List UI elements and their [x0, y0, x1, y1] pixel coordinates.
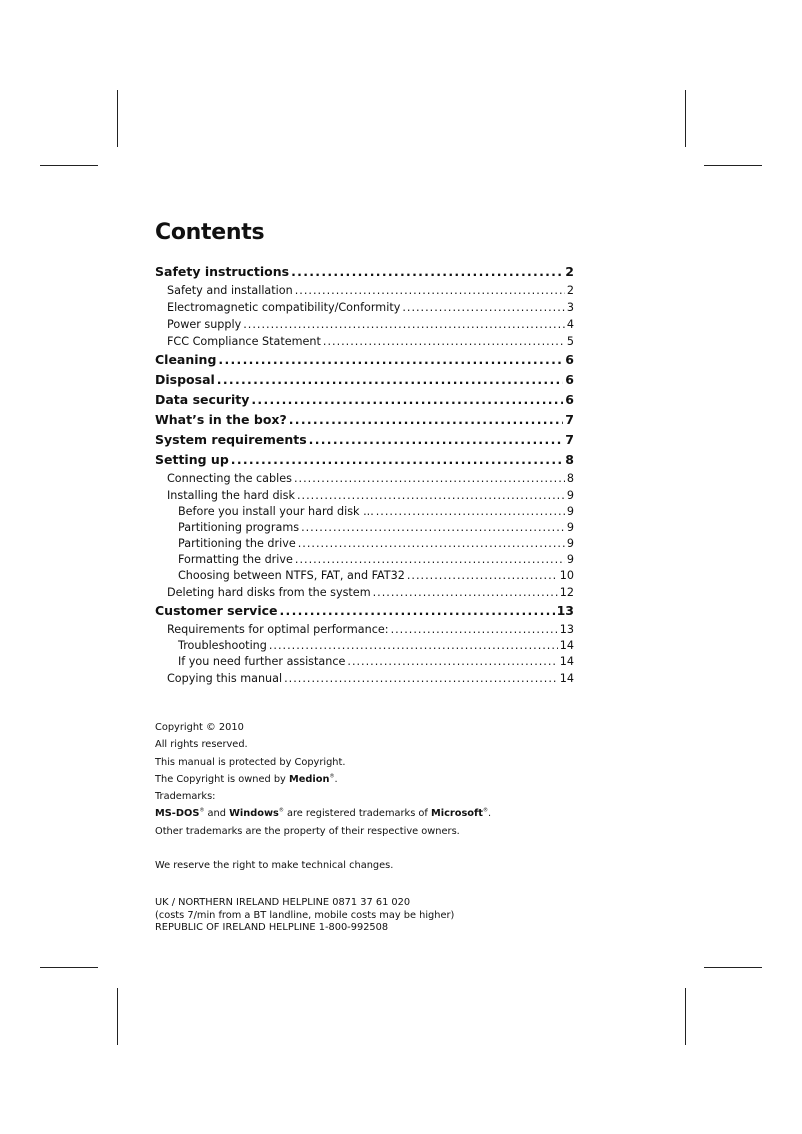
table-of-contents — [155, 262, 574, 687]
toc-entry-page: 13 — [556, 603, 574, 618]
helpline-block — [155, 897, 635, 935]
toc-leader-dots — [407, 568, 558, 584]
toc-leader-dots — [297, 487, 565, 504]
toc-entry[interactable] — [155, 333, 574, 350]
helpline-costs: (costs 7/min from a BT landline, mobile costs may be higher) — [155, 909, 455, 921]
toc-entry[interactable] — [155, 450, 574, 470]
toc-entry-page: 10 — [559, 569, 574, 582]
toc-entry-label: Power supply — [167, 318, 242, 331]
toc-entry-page: 7 — [565, 412, 574, 427]
toc-entry[interactable] — [155, 552, 574, 568]
toc-entry[interactable] — [155, 316, 574, 333]
uk-helpline: UK / NORTHERN IRELAND HELPLINE 0871 37 61 020 — [155, 897, 411, 908]
toc-entry-page: 14 — [559, 672, 574, 685]
crop-mark — [117, 988, 118, 1045]
toc-entry[interactable] — [155, 299, 574, 316]
page-title: Contents — [155, 220, 265, 245]
toc-entry-page: 14 — [559, 655, 574, 668]
toc-entry-label: Partitioning programs — [178, 521, 300, 534]
toc-leader-dots — [251, 390, 563, 410]
owner-suffix: . — [334, 773, 338, 785]
toc-entry-page: 13 — [559, 623, 574, 636]
toc-entry-label: Formatting the drive — [178, 553, 293, 566]
toc-entry[interactable] — [155, 504, 574, 520]
toc-entry-page: 4 — [566, 318, 574, 331]
crop-mark — [685, 988, 686, 1045]
crop-mark — [704, 165, 762, 166]
toc-entry-label: FCC Compliance Statement — [167, 335, 321, 348]
toc-entry[interactable] — [155, 601, 574, 621]
toc-entry-label: System requirements — [155, 432, 307, 447]
toc-leader-dots — [391, 621, 558, 638]
toc-entry[interactable] — [155, 520, 574, 536]
toc-entry[interactable] — [155, 390, 574, 410]
registered-mark: ® — [482, 808, 488, 815]
toc-leader-dots — [289, 410, 564, 430]
toc-entry-page: 9 — [566, 489, 574, 502]
rights-line: All rights reserved. — [155, 739, 248, 751]
toc-entry[interactable] — [155, 670, 574, 687]
owner-line — [155, 771, 635, 788]
toc-entry[interactable] — [155, 262, 574, 282]
toc-entry-label: Requirements for optimal performance: — [167, 623, 389, 636]
roi-helpline: REPUBLIC OF IRELAND HELPLINE 1-800-992508 — [155, 922, 389, 933]
crop-mark — [40, 165, 98, 166]
toc-entry-label: What’s in the box? — [155, 412, 287, 427]
toc-leader-dots — [218, 350, 563, 370]
toc-entry[interactable] — [155, 621, 574, 638]
toc-leader-dots — [309, 430, 564, 450]
toc-leader-dots — [295, 282, 565, 299]
toc-leader-dots — [291, 262, 563, 282]
toc-entry-page: 9 — [566, 521, 574, 534]
crop-mark — [117, 90, 118, 147]
msdos-mark: MS-DOS — [155, 808, 200, 820]
windows-mark: Windows — [229, 808, 279, 820]
technical-changes-line: We reserve the right to make technical changes. — [155, 860, 394, 872]
toc-leader-dots — [295, 552, 565, 568]
toc-entry-label: Choosing between NTFS, FAT, and FAT32 — [178, 569, 405, 582]
toc-entry[interactable] — [155, 370, 574, 390]
toc-entry-label: Connecting the cables — [167, 472, 292, 485]
toc-leader-dots — [402, 299, 565, 316]
toc-leader-dots — [347, 654, 557, 670]
toc-entry-label: Cleaning — [155, 352, 217, 367]
toc-leader-dots — [243, 316, 565, 333]
toc-leader-dots — [301, 520, 565, 536]
copyright-line: Copyright © 2010 — [155, 722, 244, 733]
toc-leader-dots — [298, 536, 565, 552]
toc-entry[interactable] — [155, 654, 574, 670]
toc-entry-page: 7 — [565, 432, 574, 447]
toc-entry-label: Electromagnetic compatibility/Conformity — [167, 301, 401, 314]
registered-text: are registered trademarks of — [283, 808, 431, 820]
toc-entry-page: 6 — [565, 372, 574, 387]
trademarks-label: Trademarks: — [155, 791, 216, 803]
registered-mark: ® — [278, 808, 284, 815]
toc-entry-label: Disposal — [155, 372, 215, 387]
crop-mark — [685, 90, 686, 147]
toc-entry-label: Deleting hard disks from the system — [167, 586, 371, 599]
protected-line: This manual is protected by Copyright. — [155, 756, 346, 768]
microsoft-mark: Microsoft — [430, 808, 483, 820]
toc-entry[interactable] — [155, 282, 574, 299]
copyright-block — [155, 719, 635, 874]
toc-entry-label: Safety and installation — [167, 284, 293, 297]
toc-entry[interactable] — [155, 584, 574, 601]
toc-entry[interactable] — [155, 638, 574, 654]
toc-leader-dots — [323, 333, 565, 350]
toc-entry-page: 9 — [566, 505, 574, 518]
toc-entry-page: 12 — [559, 586, 574, 599]
toc-entry-page: 2 — [565, 264, 574, 279]
toc-leader-dots — [294, 470, 565, 487]
toc-leader-dots — [217, 370, 564, 390]
toc-entry[interactable] — [155, 487, 574, 504]
toc-leader-dots — [284, 670, 558, 687]
trademarks-line — [155, 805, 635, 822]
toc-entry-label: Before you install your hard disk ... — [178, 505, 374, 518]
owner-prefix: The Copyright is owned by — [155, 773, 289, 785]
toc-entry[interactable] — [155, 470, 574, 487]
toc-entry-label: Data security — [155, 392, 250, 407]
toc-leader-dots — [376, 504, 565, 520]
toc-entry-page: 3 — [566, 301, 574, 314]
toc-entry-page: 2 — [566, 284, 574, 297]
toc-entry-page: 9 — [566, 553, 574, 566]
toc-entry-page: 6 — [565, 392, 574, 407]
toc-entry-page: 9 — [566, 537, 574, 550]
toc-leader-dots — [269, 638, 558, 654]
owner-name: Medion — [288, 773, 330, 785]
toc-entry[interactable] — [155, 350, 574, 370]
toc-entry-label: Setting up — [155, 452, 229, 467]
toc-entry[interactable] — [155, 536, 574, 552]
toc-leader-dots — [280, 601, 555, 621]
registered-mark: ® — [199, 808, 205, 815]
toc-leader-dots — [231, 450, 564, 470]
toc-entry-page: 8 — [565, 452, 574, 467]
toc-leader-dots — [373, 584, 558, 601]
crop-mark — [40, 967, 98, 968]
toc-entry-label: Troubleshooting — [178, 639, 267, 652]
toc-entry-page: 6 — [565, 352, 574, 367]
other-trademarks-line: Other trademarks are the property of their respective owners. — [155, 825, 460, 837]
toc-entry-page: 5 — [566, 335, 574, 348]
toc-entry-label: If you need further assistance — [178, 655, 346, 668]
and-text: and — [204, 808, 230, 820]
toc-entry-label: Installing the hard disk — [167, 489, 295, 502]
toc-entry-label: Partitioning the drive — [178, 537, 296, 550]
registered-mark: ® — [329, 773, 335, 780]
toc-entry[interactable] — [155, 410, 574, 430]
crop-mark — [704, 967, 762, 968]
toc-entry[interactable] — [155, 568, 574, 584]
toc-entry-label: Copying this manual — [167, 672, 283, 685]
toc-entry-page: 14 — [559, 639, 574, 652]
toc-entry-label: Customer service — [155, 603, 278, 618]
toc-entry-label: Safety instructions — [155, 264, 290, 279]
toc-entry[interactable] — [155, 430, 574, 450]
toc-entry-page: 8 — [566, 472, 574, 485]
trademarks-suffix: . — [487, 808, 492, 820]
